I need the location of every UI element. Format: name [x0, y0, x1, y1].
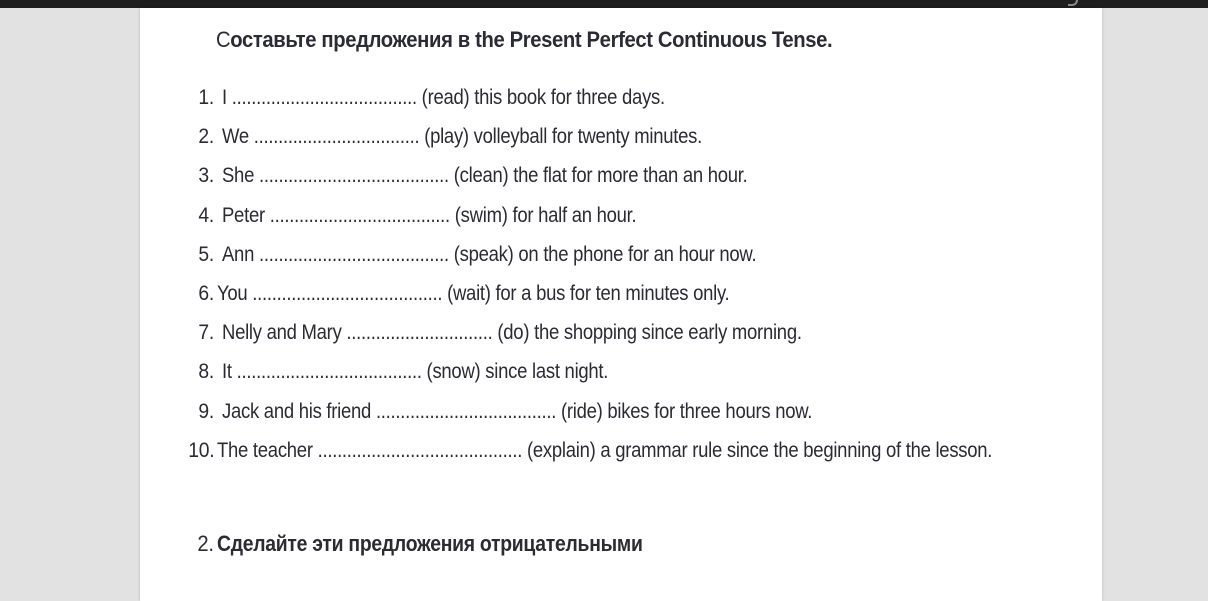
exercise-item [140, 158, 1102, 197]
exercise-number: 2. [198, 125, 214, 149]
exercise-text: The teacher .......................................... (explain) a grammar rule since the beginning of the lesson. [217, 438, 993, 462]
exercise-text: You ....................................... (wait) for a bus for ten minutes only. [217, 281, 730, 305]
exercise-item [140, 80, 1102, 119]
exercise-text: I ...................................... (read) this book for three days. [222, 86, 665, 109]
exercise-item [140, 354, 1102, 393]
exercise-text: Nelly and Mary .............................. (do) the shopping since early morning. [222, 321, 802, 345]
exercise-number: 8. [198, 360, 214, 384]
exercise-title [216, 27, 832, 53]
exercise-text: Peter ..................................... (swim) for half an hour. [222, 203, 637, 227]
exercise-text: Ann ....................................... (speak) on the phone for an hour now. [222, 242, 757, 266]
scroll-indicator-icon [1068, 0, 1078, 6]
title-text: оставьте предложения в the Present Perfect Continuous Tense. [230, 27, 833, 52]
top-toolbar [0, 0, 1208, 8]
document-page [140, 8, 1102, 601]
exercise-number: 5. [198, 242, 214, 266]
exercise-number: 10. [187, 438, 214, 462]
exercise-item [140, 433, 1102, 472]
exercise-item [140, 276, 1102, 315]
exercise-item [140, 315, 1102, 354]
exercise-list [140, 80, 1102, 472]
exercise-text: We .................................. (play) volleyball for twenty minutes. [222, 125, 703, 149]
exercise-text: Jack and his friend ..................................... (ride) bikes for three hours now. [222, 399, 813, 423]
exercise-text: It ...................................... (snow) since last night. [222, 360, 609, 384]
exercise-number: 9. [198, 399, 214, 423]
title-first-letter: С [216, 27, 231, 52]
exercise-number: 3. [198, 164, 214, 188]
exercise-number: 6. [198, 281, 214, 305]
exercise-text: She ....................................... (clean) the flat for more than an hour. [222, 164, 748, 188]
exercise-item [140, 198, 1102, 237]
exercise-number: 4. [198, 203, 214, 227]
exercise-number: 7. [198, 321, 214, 345]
exercise-item [140, 119, 1102, 158]
exercise-number: 1. [198, 86, 214, 109]
exercise-item [140, 237, 1102, 276]
section-heading: Сделайте эти предложения отрицательными [217, 531, 643, 556]
section-number: 2. [197, 531, 214, 556]
exercise-item [140, 394, 1102, 433]
